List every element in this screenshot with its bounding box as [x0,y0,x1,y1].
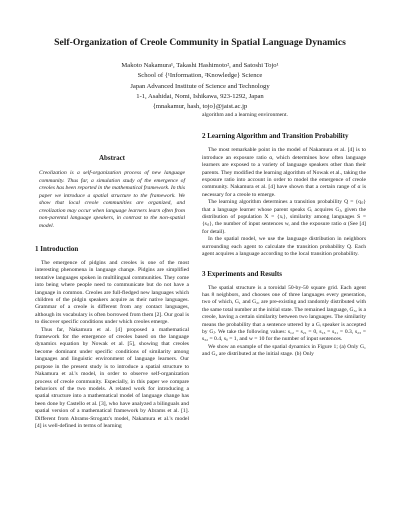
section-heading-introduction: 1 Introduction [35,245,79,253]
author-email: {mnakamur, hash, tojo}@jaist.ac.jp [152,103,248,111]
author-school: School of {¹Information, ²Knowledge} Science [137,72,263,80]
experiments-paragraph-1: The spatial structure is a toroidal 50-by-50 square grid. Each agent has 8 neighbors, and chooses one of three languages every generation, two of which, G₁ and G₂, are pre-existing and randomly distributed with the same total number at the initial state. The remained language, G₃, is a creole, having a certain similarity between two languages. The similarity means the probability that a sentence uttered by a Gᵢ speaker is accepted by Gⱼ. We take the following values: s₁₂ = s₂₁ = 0, s₁₃ = s₃₁ = 0.3, s₂₃ = s₃₂ = 0.4, sᵢᵢ = 1, and w = 10 for the number of input sentences. [202,284,366,343]
author-block [60,61,340,112]
section-heading-learning: 2 Learning Algorithm and Transition Probability [202,132,349,141]
learning-paragraph-1: The most remarkable point in the model of Nakamura et al. [4] is to introduce an exposure ratio α, which determines how often language learners are exposed to a variety of language speakers other than their parents. They modified the learning algorithm of Nowak et al., taking the exposure ratio into account in order to model the emergence of creole community. Nakamura et al. [4] have shown that a certain range of α is necessary for a creole to emerge. [202,147,366,198]
introduction-paragraph-1: The emergence of pidgins and creoles is one of the most interesting phenomena in language change. Pidgins are simplified tentative languages spoken in multilingual communities. They come into being where people need to communicate but do not have a language in common. Creoles are full-fledged new languages which children of the pidgin speakers acquire as their native languages. Grammar of a creole is different from any contact languages, although its vocabulary is often borrowed from them [2]. Our goal is to discover specific conditions under which creoles emerge. [35,260,189,326]
abstract-heading: Abstract [98,154,126,162]
abstract-text: Creolization is a self-organization process of new language community. Thus far, a simulation study of the emergence of creoles has been reported in the mathematical framework. In this paper we introduce a spatial structure to the framework. We show that local creole communities are organized, and creolization may occur when language learners learn often from non-parental language speakers, in contrast to the non-spatial model. [39,170,185,229]
right-column [202,112,366,359]
author-address: 1-1, Asahidai, Nomi, Ishikawa, 923-1292, Japan [136,92,264,100]
section-heading-experiments: 3 Experiments and Results [202,269,282,278]
left-column [35,153,189,430]
learning-paragraph-2: The learning algorithm determines a transition probability Q = {qᵢⱼ} that a language learner whose parent speaks Gᵢ acquires Gⱼ, given the distribution of population X = {xᵢ}, similarity among languages S = {sᵢⱼ}, the number of input sentences w, and the exposure ratio α (See [4] for detail). [202,199,366,235]
learning-paragraph-3: In the spatial model, we use the language distribution in neighbors surrounding each agent to calculate the transition probability Q. Each agent acquires a language according to the local transition probability. [202,236,366,258]
experiments-paragraph-2: We show an example of the spatial dynamics in Figure 1; (a) Only G₁ and G₂ are distributed at the initial stage. (b) Only [202,343,366,358]
introduction-paragraph-2: Thus far, Nakamura et al. [4] proposed a mathematical framework for the emergence of creoles based on the language dynamics equation by Nowak et al. [5], showing that creoles become dominant under specific conditions of similarity among languages and linguistic environment of language learners. Our purpose in the present study is to introduce a spatial structure to Nakamura et al.'s model, in order to observe self-organization process of creole community. Especially, in this paper we compare behaviors of the two models. A related work for introducing a spatial structure into a mathematical model of language change has been done by Castello et al. [3], who have analyzed a bilinguals and spatial version of a mathematical framework by Abrams et al. [1]. Different from Abrams-Strogatz's model, Nakamura et al.'s model [4] is well-defined in terms of learning [35,326,189,429]
continued-text: algorithm and a learning environment. [202,112,288,118]
paper-title: Self-Organization of Creole Community in Spatial Language Dynamics [54,37,346,48]
author-institute: Japan Advanced Institute of Science and Technology [130,82,270,90]
author-names: Makoto Nakamura¹, Takashi Hashimoto², and Satoshi Tojo¹ [121,62,279,69]
